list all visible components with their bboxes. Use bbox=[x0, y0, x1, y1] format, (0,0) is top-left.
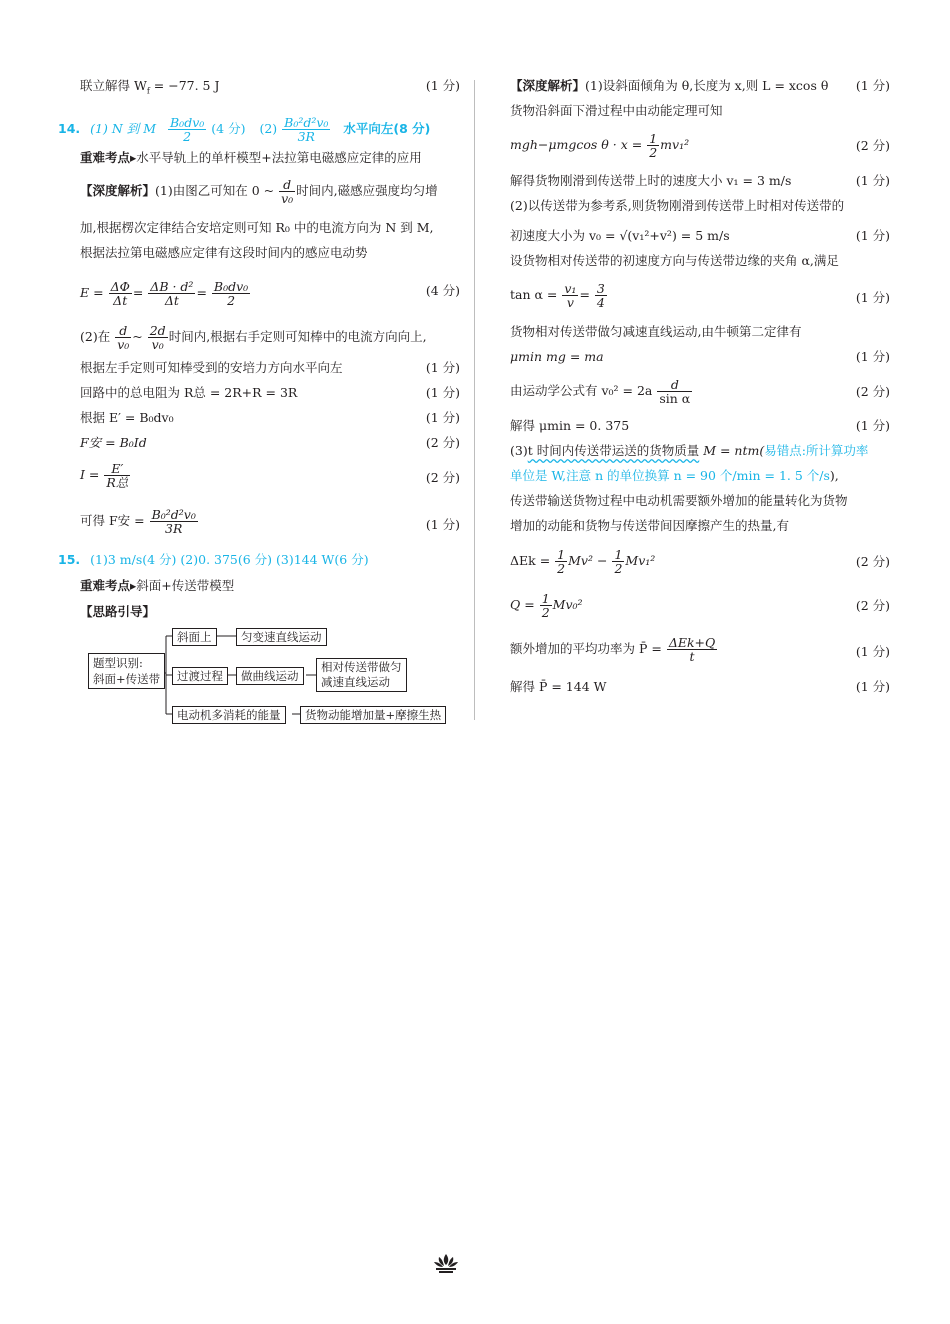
score: (1 分) bbox=[425, 78, 460, 93]
score: (2 分) bbox=[855, 384, 890, 399]
score: (1 分) bbox=[855, 679, 890, 694]
diagram-box: 做曲线运动 bbox=[236, 667, 304, 685]
score: (2 分) bbox=[855, 138, 890, 153]
score: (1 分) bbox=[855, 418, 890, 433]
score: (1 分) bbox=[855, 349, 890, 364]
q15-answer: 15. (1)3 m/s(4 分) (2)0. 375(6 分) (3)144 W(6 分) bbox=[58, 552, 369, 567]
text-line: 设货物相对传送带的初速度方向与传送带边缘的夹角 α,满足 bbox=[510, 253, 839, 268]
text-line: (3)t 时间内传送带运送的货物质量 M = ntm(易错点:所计算功率 bbox=[510, 443, 869, 458]
equation: ΔEk = $\frac{1}{2}$ Mv² − $\frac{1}{2}$ Mv₁² bbox=[510, 547, 656, 576]
diagram-box: 匀变速直线运动 bbox=[236, 628, 327, 646]
equation: μmin mg = ma bbox=[510, 349, 604, 364]
error-note: 单位是 W,注意 n 的单位换算 n = 90 个/min = 1. 5 个/s bbox=[510, 468, 830, 483]
score: (2 分) bbox=[855, 598, 890, 613]
arrow-icon: ▸ bbox=[130, 578, 137, 593]
text-line: 联立解得 $W_f = -77$. 5 J bbox=[80, 78, 220, 96]
key-point: 重难考点▸水平导轨上的单杆模型+法拉第电磁感应定律的应用 bbox=[80, 150, 422, 165]
text-line: 解得 μmin = 0. 375 bbox=[510, 418, 630, 433]
q14-answer: 14. (1) N 到 M $\frac{\text{B₀dv₀}}{2}$ (4 分) (2) $\frac{\text{B₀²d²v₀}}{3R}$ 水平向左(8 分) bbox=[58, 115, 431, 144]
diagram-box: 电动机多消耗的能量 bbox=[172, 706, 286, 724]
text-line: 解得货物刚滑到传送带上时的速度大小 v₁ = 3 m/s bbox=[510, 173, 792, 188]
analysis-line: 【深度解析】(1)由图乙可知在 0 ~ $\frac{d}{\text{v₀}}$ 时间内,磁感应强度均匀增 bbox=[80, 177, 438, 206]
section-label: 【思路引导】 bbox=[80, 604, 156, 619]
score: (4 分) bbox=[425, 283, 460, 298]
key-point: 重难考点▸斜面+传送带模型 bbox=[80, 578, 235, 593]
text-line: 根据法拉第电磁感应定律有这段时间内的感应电动势 bbox=[80, 245, 368, 260]
score: (1 分) bbox=[855, 78, 890, 93]
score: (2 分) bbox=[855, 554, 890, 569]
analysis-line: 【深度解析】(1)设斜面倾角为 θ,长度为 x,则 L = xcos θ bbox=[510, 78, 829, 93]
diagram-box: 斜面上 bbox=[172, 628, 217, 646]
text-line: 回路中的总电阻为 R总 = 2R+R = 3R bbox=[80, 385, 298, 400]
text-line: 初速度大小为 v₀ = √(v₁²+v²) = 5 m/s bbox=[510, 228, 730, 243]
text-line: 根据 E′ = B₀dv₀ bbox=[80, 410, 174, 425]
score: (1 分) bbox=[425, 360, 460, 375]
score: (2 分) bbox=[425, 470, 460, 485]
score: (1 分) bbox=[425, 410, 460, 425]
equation: 由运动学公式有 v₀² = 2a $\frac{d}{\text{sin α}}$ bbox=[510, 377, 691, 406]
text-line: 解得 P̄ = 144 W bbox=[510, 679, 607, 694]
column-divider bbox=[474, 80, 475, 720]
text-line: 货物相对传送带做匀减速直线运动,由牛顿第二定律有 bbox=[510, 324, 802, 339]
score: (1 分) bbox=[425, 385, 460, 400]
text-line: F安 = B₀Id bbox=[80, 435, 147, 450]
equation: 额外增加的平均功率为 P̄ = $\frac{\text{ΔEk+Q}}{t}$ bbox=[510, 635, 716, 664]
diagram-box: 相对传送带做匀 减速直线运动 bbox=[316, 658, 407, 692]
score: (1 分) bbox=[855, 228, 890, 243]
diagram-box: 过渡过程 bbox=[172, 667, 228, 685]
diagram-box: 货物动能增加量+摩擦生热 bbox=[300, 706, 446, 724]
text-line: (2)在 $\frac{d}{\text{v₀}}$ ~ $\frac{2d}{\text{v₀}}$ 时间内,根据右手定则可知棒中的电流方向向上, bbox=[80, 323, 427, 352]
question-number: 14. bbox=[58, 121, 81, 136]
score: (1 分) bbox=[855, 173, 890, 188]
arrow-icon: ▸ bbox=[130, 150, 137, 165]
text-line: 根据左手定则可知棒受到的安培力方向水平向左 bbox=[80, 360, 343, 375]
text-line: 货物沿斜面下滑过程中由动能定理可知 bbox=[510, 103, 723, 118]
diagram-root-box: 题型识别: 斜面+传送带 bbox=[88, 653, 165, 689]
score: (2 分) bbox=[425, 435, 460, 450]
score: (1 分) bbox=[425, 517, 460, 532]
error-note: 易错点:所计算功率 bbox=[764, 443, 869, 458]
equation: tan α = $\frac{\text{v₁}}{v}$ = $\frac{3}{4}$ bbox=[510, 281, 605, 310]
score: (1 分) bbox=[855, 644, 890, 659]
text-line: (2)以传送带为参考系,则货物刚滑到传送带上时相对传送带的 bbox=[510, 198, 845, 213]
text-line: 传送带输送货物过程中电动机需要额外增加的能量转化为货物 bbox=[510, 493, 848, 508]
equation: E = $\frac{\Delta\Phi}{\Delta t}$ = $\frac{\text{ΔB · d²}}{\Delta t}$ = $\frac{\text{B₀dv₀}}{2}$ bbox=[80, 279, 249, 308]
equation: Q = $\frac{1}{2}$ Mv₀² bbox=[510, 591, 583, 620]
text-line: 增加的动能和货物与传送带间因摩擦产生的热量,有 bbox=[510, 518, 789, 533]
lotus-logo-icon bbox=[432, 1252, 460, 1274]
equation: I = $\frac{E'}{\text{R总}}$ bbox=[80, 461, 129, 490]
question-number: 15. bbox=[58, 552, 81, 567]
text-line: 加,根据楞次定律结合安培定则可知 R₀ 中的电流方向为 N 到 M, bbox=[80, 220, 434, 235]
text-line: 单位是 W,注意 n 的单位换算 n = 90 个/min = 1. 5 个/s), bbox=[510, 468, 839, 483]
equation: 可得 F安 = $\frac{\text{B₀²d²v₀}}{3R}$ bbox=[80, 507, 196, 536]
equation: mgh−μmgcos θ · x = $\frac{1}{2}$ mv₁² bbox=[510, 131, 690, 160]
score: (1 分) bbox=[855, 290, 890, 305]
